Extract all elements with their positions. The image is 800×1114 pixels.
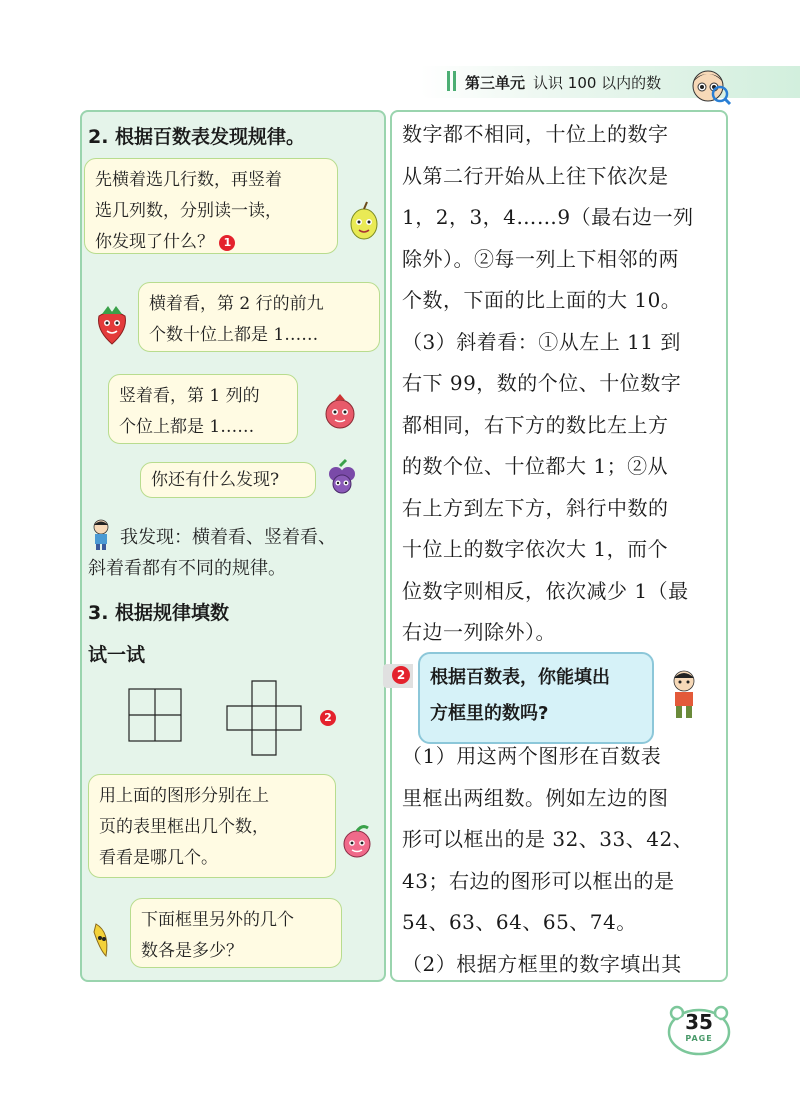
finding-text-2: 斜着看都有不同的规律。 (88, 558, 286, 579)
answer-line: 位数字则相反，依次减少 1（最 (402, 578, 689, 603)
bubble-line-text: 你发现了什么？ (95, 232, 214, 252)
bubble-frame-task (88, 774, 336, 878)
grape-character-icon (322, 456, 362, 498)
boy-thinking-character-icon (664, 668, 704, 720)
chapter-title (465, 72, 661, 93)
answer-line: 都相同，右下方的数比左上方 (402, 412, 669, 437)
answer-line: 的数个位、十位都大 1；②从 (402, 454, 669, 478)
answer-line: 右上方到左下方，斜行中数的 (402, 495, 669, 520)
bubble-line: 页的表里框出几个数， (99, 817, 269, 837)
finding-line: 我发现：横着看、竖着看、 (120, 527, 336, 548)
answer-line: 54、63、64、65、74。 (402, 910, 637, 934)
bubble-line: 用上面的图形分别在上 (99, 786, 269, 806)
answer-line: 个数，下面的比上面的大 10。 (402, 288, 682, 312)
header-bars (447, 71, 459, 95)
answer-line: 从第二行开始从上往下依次是 (402, 163, 669, 188)
banana-character-icon (90, 920, 114, 960)
answer-line: 43；右边的图形可以框出的是 (402, 868, 675, 893)
section-heading-3: 3. 根据规律填数 (88, 602, 230, 624)
unit-label: 第三单元 (465, 74, 526, 92)
answer-line: 右下 99，数的个位、十位数字 (402, 371, 682, 395)
chapter-header (0, 66, 800, 106)
answer-line: （1）用这两个图形在百数表 (402, 744, 662, 768)
square-2x2-figure (128, 688, 182, 742)
unit-title: 认识 100 以内的数 (533, 74, 662, 92)
peach-character-icon (340, 822, 374, 862)
bubble-line: 横着看，第 2 行的前九 (149, 294, 324, 314)
pomegranate-character-icon (320, 390, 360, 432)
bubble-instruction (84, 158, 338, 254)
page-label: PAGE (685, 1034, 713, 1043)
mascot-magnifier-icon (688, 66, 732, 106)
bubble-row-observation (138, 282, 380, 352)
question-number-badge: 2 (392, 666, 410, 684)
note-marker-1: 1 (219, 235, 235, 251)
answer-line: 形可以框出的是 32、33、42、 (402, 827, 694, 851)
section-heading-2: 2. 根据百数表发现规律。 (88, 126, 306, 148)
answer-line: （2）根据方框里的数字填出其 (402, 951, 682, 976)
bubble-line: 竖着看，第 1 列的 (119, 386, 260, 406)
bubble-line: 数各是多少？ (141, 941, 243, 961)
answer-line: 1，2，3，4……9（最右边一列 (402, 205, 694, 229)
question-line: 方框里的数吗? (430, 703, 549, 724)
pear-character-icon (344, 200, 384, 244)
bubble-other-numbers (130, 898, 342, 968)
try-it-heading: 试一试 (88, 644, 146, 666)
bubble-line: 选几列数，分别读一读， (95, 201, 282, 221)
cross-figure (226, 680, 302, 756)
note-marker-2: 2 (320, 710, 336, 726)
answer-line: 十位上的数字依次大 1，而个 (402, 537, 669, 561)
question-bubble (418, 652, 654, 744)
bubble-line: 先横着选几行数，再竖着 (95, 170, 282, 190)
page-number: 35 (685, 1010, 713, 1034)
question-line: 根据百数表，你能填出 (430, 667, 610, 688)
answer-line: 数字都不相同，十位上的数字 (402, 122, 669, 146)
bubble-line: 下面框里另外的几个 (141, 910, 294, 930)
answer-line: 右边一列除外）。 (402, 620, 556, 644)
bubble-line (95, 227, 327, 258)
strawberry-character-icon (94, 300, 130, 346)
bubble-line: 看看是哪几个。 (99, 848, 218, 868)
finding-text (120, 522, 380, 553)
answer-line: （3）斜着看：①从左上 11 到 (402, 329, 681, 354)
bubble-column-observation (108, 374, 298, 444)
answer-line: 除外）。②每一列上下相邻的两 (402, 246, 679, 271)
bubble-line: 个数十位上都是 1…… (149, 325, 319, 345)
answer-line: 里框出两组数。例如左边的图 (402, 785, 669, 810)
boy-character-icon (88, 518, 114, 550)
bubble-line: 个位上都是 1…… (119, 417, 255, 437)
bubble-question: 你还有什么发现? (140, 462, 316, 498)
